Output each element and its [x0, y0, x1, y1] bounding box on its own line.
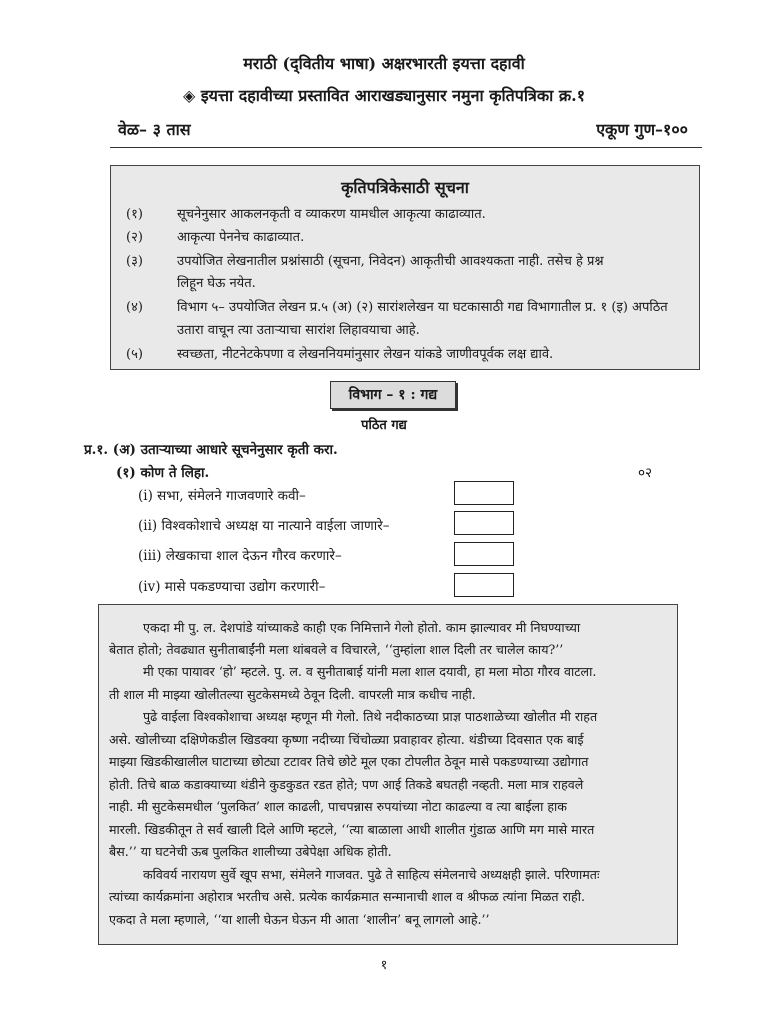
instructions-box — [110, 165, 700, 370]
passage-line: माझ्या खिडकीखालील घाटाच्या छोट्या टटावर तिचे छोटे मूल एका टोपलीत ठेवून मासे पकडण्याच्या उद्योगात — [109, 754, 589, 769]
instruction-text: विभाग ५– उपयोजित लेखन प्र.५ (अ) (२) सारांशलेखन या घटकासाठी गद्य विभागातील प्र. १ (इ) अपठित — [177, 300, 668, 315]
question-item: (iii) लेखकाचा शाल देऊन गौरव करणारे– — [138, 548, 342, 564]
answer-box[interactable] — [454, 511, 514, 535]
passage-line: त्यांच्या कार्यक्रमांना अहोरात्र भरतीच असे. प्रत्येक कार्यक्रमात सन्मानाची शाल व श्रीफळ त्यांना मिळत राही. — [109, 889, 585, 904]
instruction-number: (२) — [126, 230, 143, 245]
instructions-title: कृतिपत्रिकेसाठी सूचना — [341, 178, 469, 197]
passage-line: होती. तिचे बाळ कडाक्याच्या थंडीने कुडकुडत रडत होते; पण आई तिकडे बघतही नव्हती. मला मात्र राहवले — [109, 777, 584, 792]
passage-line: ती शाल मी माझ्या खोलीतल्या सुटकेसमध्ये ठेवून दिली. वापरली मात्र कधीच नाही. — [109, 687, 476, 702]
header-divider — [110, 147, 702, 148]
instruction-text: स्वच्छता, नीटनेटकेपणा व लेखननियमांनुसार लेखन यांकडे जाणीवपूर्वक लक्ष द्यावे. — [177, 347, 554, 362]
passage-line: बैस.’’ या घटनेची ऊब पुलकित शालीच्या उबेपेक्षा अधिक होती. — [109, 844, 392, 859]
passage-line: मारली. खिडकीतून ते सर्व खाली दिले आणि म्हटले, ‘‘त्या बाळाला आधी शालीत गुंडाळ आणि मग मासे मारत — [109, 822, 595, 837]
sub-question-heading: (१) कोण ते लिहा. — [116, 465, 210, 481]
document-title: मराठी (द्‌वितीय भाषा) अक्षरभारती इयत्ता दहावी — [243, 54, 525, 73]
instruction-number: (४) — [126, 300, 143, 315]
passage-line: एकदा मी पु. ल. देशपांडे यांच्याकडे काही एक निमित्ताने गेलो होतो. काम झाल्यावर मी निघण्याच्या — [143, 620, 581, 635]
passage-box — [98, 604, 678, 945]
instruction-text: लिहून घेऊ नयेत. — [177, 276, 256, 291]
passage-line: एकदा ते मला म्हणाले, ‘‘या शाली घेऊन घेऊन मी आता ‘शालीन’ बनू लागलो आहे.’’ — [109, 912, 490, 927]
time-allowed: वेळ– ३ तास — [118, 120, 191, 139]
instruction-text: आकृत्या पेननेच काढाव्यात. — [177, 230, 305, 245]
passage-line: नाही. मी सुटकेसमधील ‘पुलकित’ शाल काढली, पाचपन्नास रुपयांच्या नोटा काढल्या व त्या बाईला हाक — [109, 799, 567, 814]
question-item: (i) सभा, संमेलने गाजवणारे कवी– — [138, 488, 306, 504]
answer-box[interactable] — [454, 542, 514, 566]
question-heading: प्र.१. (अ) उताऱ्याच्या आधारे सूचनेनुसार कृती करा. — [84, 442, 338, 458]
instruction-number: (१) — [126, 207, 143, 222]
instruction-text: उपयोजित लेखनातील प्रश्नांसाठी (सूचना, निवेदन) आकृतीची आवश्यकता नाही. तसेच हे प्रश्न — [177, 254, 604, 269]
answer-box[interactable] — [454, 573, 514, 597]
passage-line: बेतात होतो; तेवढ्यात सुनीताबाईंनी मला थांबवले व विचारले, ‘‘तुम्हांला शाल दिली तर चालेल काय?’’ — [109, 642, 564, 657]
question-item: (ii) विश्वकोशाचे अध्यक्ष या नात्याने वाईला जाणारे– — [138, 518, 390, 534]
page-number: १ — [380, 958, 388, 973]
question-item: (iv) मासे पकडण्याचा उद्योग करणारी– — [138, 579, 326, 595]
total-marks: एकूण गुण–१०० — [596, 120, 688, 139]
instruction-number: (५) — [126, 347, 143, 362]
passage-line: कविवर्य नारायण सुर्वे खूप सभा, संमेलने गाजवत. पुढे ते साहित्य संमेलनाचे अध्यक्षही झाले. परिणामतः — [143, 867, 600, 882]
section-label: विभाग – १ : गद्य — [330, 381, 456, 409]
answer-box[interactable] — [454, 481, 514, 505]
passage-line: पुढे वाईला विश्वकोशाचा अध्यक्ष म्हणून मी गेलो. तिथे नदीकाठच्या प्राज्ञ पाठशाळेच्या खोलीत मी राहत — [143, 709, 598, 724]
passage-line: असे. खोलीच्या दक्षिणेकडील खिडक्या कृष्णा नदीच्या चिंचोळ्या प्रवाहावर होत्या. थंडीच्या दिवसात एक बाई — [109, 732, 584, 747]
instruction-number: (३) — [126, 254, 143, 269]
passage-line: मी एका पायावर ‘हो’ म्हटले. पु. ल. व सुनीताबाई यांनी मला शाल दयावी, हा मला मोठा गौरव वाटला. — [143, 664, 597, 679]
instruction-text: सूचनेनुसार आकलनकृती व व्याकरण यामधील आकृत्या काढाव्यात. — [177, 207, 486, 222]
instruction-text: उतारा वाचून त्या उताऱ्याचा सारांश लिहावयाचा आहे. — [177, 323, 420, 338]
question-marks: ०२ — [638, 465, 653, 481]
section-subheading: पठित गद्य — [361, 418, 407, 433]
document-subtitle: ◈ इयत्ता दहावीच्या प्रस्तावित आराखड्यानुसार नमुना कृतिपत्रिका क्र.१ — [182, 86, 586, 105]
